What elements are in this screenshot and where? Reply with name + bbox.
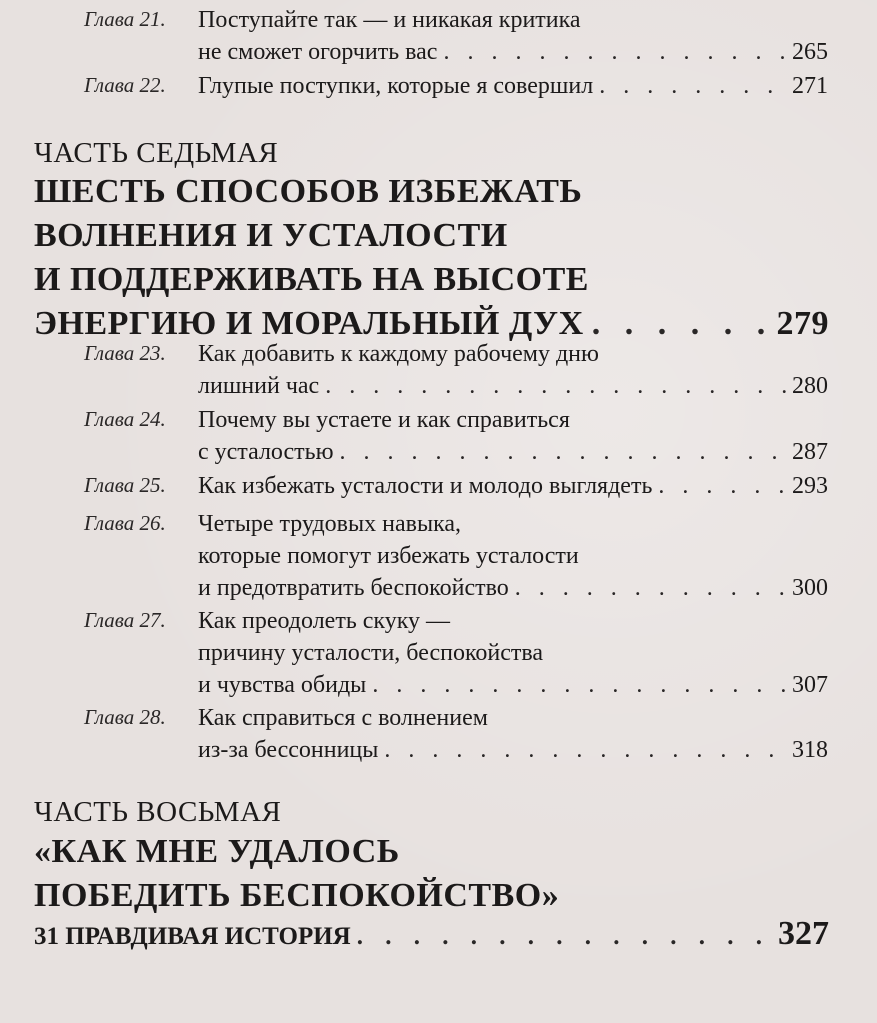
part-8-label: ЧАСТЬ ВОСЬМАЯ (34, 796, 282, 828)
chapter-title-text: Глупые поступки, которые я совершил (198, 73, 594, 99)
leader-dots (515, 572, 786, 604)
leader-dots (325, 370, 786, 402)
chapter-title-text: из-за бессонницы (198, 737, 379, 763)
page-number: 265 (792, 39, 828, 65)
chapter-label: Глава 26. (84, 511, 166, 535)
chapter-title-line: Как добавить к каждому рабочему дню (198, 341, 599, 367)
chapter-title-text: не сможет огорчить вас (198, 39, 438, 65)
page-number: 287 (792, 439, 828, 465)
part-7-title[interactable] (34, 170, 829, 346)
leader-dots (372, 669, 786, 701)
chapter-title-last-line (198, 70, 828, 102)
chapter-label: Глава 23. (84, 341, 166, 365)
chapter-title-last-line (198, 36, 828, 68)
chapter-title-line: Как преодолеть скуку — (198, 608, 451, 634)
part-8-subtitle-row[interactable] (34, 916, 829, 955)
chapter-title-text: с усталостью (198, 439, 334, 465)
leader-dots (658, 470, 786, 502)
leader-dots (357, 919, 772, 955)
chapter-title-line: которые помогут избежать усталости (198, 543, 579, 569)
page-number: 293 (792, 473, 828, 499)
chapter-label: Глава 22. (84, 73, 166, 97)
chapter-title-line: Как справиться с волнением (198, 705, 488, 731)
leader-dots (340, 436, 786, 468)
chapter-title-text: Как избежать усталости и молодо выглядеть (198, 473, 653, 499)
part-8-title[interactable] (34, 830, 829, 918)
chapter-title-last-line (198, 669, 828, 701)
page-number: 327 (778, 915, 829, 952)
chapter-label: Глава 25. (84, 473, 166, 497)
leader-dots (443, 36, 786, 68)
part-title-text: ЭНЕРГИЮ И МОРАЛЬНЫЙ ДУХ (34, 305, 584, 342)
page-number: 307 (792, 672, 828, 698)
chapter-title-last-line (198, 572, 828, 604)
chapter-title-last-line (198, 470, 828, 502)
chapter-label: Глава 21. (84, 7, 166, 31)
chapter-title-last-line (198, 370, 828, 402)
page-number: 280 (792, 373, 828, 399)
chapter-title-line: причину усталости, беспокойства (198, 640, 544, 666)
chapter-title-line: Поступайте так — и никакая критика (198, 7, 581, 33)
chapter-title-text: лишний час (198, 373, 320, 399)
chapter-title-line: Четыре трудовых навыка, (198, 511, 462, 537)
page-number: 271 (792, 73, 828, 99)
part-title-line: ШЕСТЬ СПОСОБОВ ИЗБЕЖАТЬ (34, 173, 583, 210)
chapter-label: Глава 28. (84, 705, 166, 729)
part-7-label: ЧАСТЬ СЕДЬМАЯ (34, 137, 279, 169)
chapter-label: Глава 27. (84, 608, 166, 632)
leader-dots (599, 70, 786, 102)
chapter-label: Глава 24. (84, 407, 166, 431)
chapter-title-text: и предотвратить беспокойство (198, 575, 509, 601)
chapter-title-last-line (198, 734, 828, 766)
part-title-line: ВОЛНЕНИЯ И УСТАЛОСТИ (34, 217, 508, 254)
part-title-line: «КАК МНЕ УДАЛОСЬ (34, 833, 400, 870)
part-title-line: ПОБЕДИТЬ БЕСПОКОЙСТВО» (34, 877, 560, 914)
part-title-line: И ПОДДЕРЖИВАТЬ НА ВЫСОТЕ (34, 261, 589, 298)
chapter-title-line: Почему вы устаете и как справиться (198, 407, 570, 433)
chapter-title-text: и чувства обиды (198, 672, 367, 698)
page-number: 300 (792, 575, 828, 601)
page-number: 279 (776, 305, 829, 342)
part-subtitle-text: 31 ПРАВДИВАЯ ИСТОРИЯ (34, 923, 351, 950)
leader-dots (384, 734, 786, 766)
page-number: 318 (792, 737, 828, 763)
chapter-title-last-line (198, 436, 828, 468)
